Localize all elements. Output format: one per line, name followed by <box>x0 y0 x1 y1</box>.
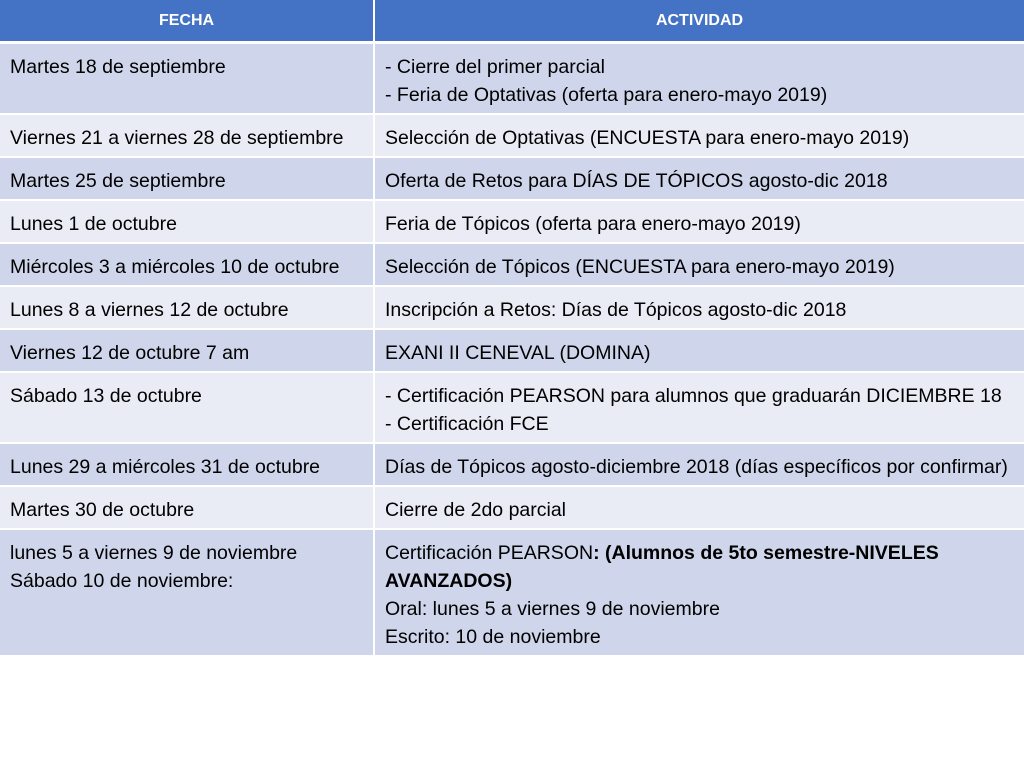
header-fecha: FECHA <box>0 0 374 43</box>
actividad-text: Selección de Optativas (ENCUESTA para enero-mayo 2019) <box>385 127 910 149</box>
actividad-cell <box>374 372 1024 443</box>
actividad-text: - Certificación PEARSON para alumnos que graduarán DICIEMBRE 18 <box>385 385 1002 407</box>
actividad-text: Escrito: 10 de noviembre <box>385 626 601 648</box>
fecha-text: Sábado 13 de octubre <box>10 385 202 407</box>
table-row <box>0 329 1024 372</box>
fecha-cell <box>0 486 374 529</box>
actividad-cell <box>374 243 1024 286</box>
actividad-text: Oferta de Retos para DÍAS DE TÓPICOS agosto-dic 2018 <box>385 170 888 192</box>
actividad-cell <box>374 200 1024 243</box>
fecha-cell <box>0 243 374 286</box>
fecha-cell <box>0 200 374 243</box>
actividad-text-normal: Certificación PEARSON <box>385 542 594 564</box>
fecha-cell <box>0 329 374 372</box>
actividad-cell <box>374 43 1024 115</box>
actividad-cell <box>374 329 1024 372</box>
fecha-text: Viernes 21 a viernes 28 de septiembre <box>10 127 344 149</box>
actividad-text: Cierre de 2do parcial <box>385 499 567 521</box>
table-row <box>0 529 1024 656</box>
fecha-text: Martes 18 de septiembre <box>10 56 226 78</box>
actividad-text-bold: : (Alumnos de 5to semestre-NIVELES AVANZADOS) <box>385 542 939 592</box>
fecha-cell <box>0 114 374 157</box>
fecha-cell <box>0 529 374 656</box>
fecha-text: Lunes 1 de octubre <box>10 213 177 235</box>
table-row <box>0 372 1024 443</box>
actividad-text: - Certificación FCE <box>385 413 549 435</box>
actividad-text <box>385 539 1016 595</box>
actividad-cell <box>374 486 1024 529</box>
actividad-cell <box>374 286 1024 329</box>
table-row <box>0 114 1024 157</box>
table-row <box>0 443 1024 486</box>
fecha-text: Miércoles 3 a miércoles 10 de octubre <box>10 256 340 278</box>
fecha-text: Martes 30 de octubre <box>10 499 195 521</box>
fecha-text: Lunes 29 a miércoles 31 de octubre <box>10 456 321 478</box>
fecha-cell <box>0 443 374 486</box>
fecha-text: Sábado 10 de noviembre: <box>10 570 234 592</box>
table-row <box>0 200 1024 243</box>
actividad-cell <box>374 114 1024 157</box>
table-row <box>0 486 1024 529</box>
actividad-text: EXANI II CENEVAL (DOMINA) <box>385 342 651 364</box>
fecha-cell <box>0 43 374 115</box>
actividad-text: Selección de Tópicos (ENCUESTA para enero-mayo 2019) <box>385 256 895 278</box>
actividad-text: Inscripción a Retos: Días de Tópicos agosto-dic 2018 <box>385 299 847 321</box>
table-row <box>0 157 1024 200</box>
fecha-cell <box>0 286 374 329</box>
table-row <box>0 286 1024 329</box>
header-row <box>0 0 1024 43</box>
actividad-cell <box>374 443 1024 486</box>
actividad-text: Días de Tópicos agosto-diciembre 2018 (días específicos por confirmar) <box>385 456 1008 478</box>
header-actividad: ACTIVIDAD <box>374 0 1024 43</box>
actividad-cell <box>374 529 1024 656</box>
actividad-text: Feria de Tópicos (oferta para enero-mayo 2019) <box>385 213 801 235</box>
fecha-cell <box>0 157 374 200</box>
actividad-text: - Cierre del primer parcial <box>385 56 605 78</box>
actividad-cell <box>374 157 1024 200</box>
fecha-text: Viernes 12 de octubre 7 am <box>10 342 250 364</box>
table-row <box>0 243 1024 286</box>
fecha-text: lunes 5 a viernes 9 de noviembre <box>10 542 298 564</box>
fecha-text: Martes 25 de septiembre <box>10 170 226 192</box>
actividad-text: Oral: lunes 5 a viernes 9 de noviembre <box>385 598 720 620</box>
table-row <box>0 43 1024 115</box>
actividad-text: - Feria de Optativas (oferta para enero-mayo 2019) <box>385 84 828 106</box>
fecha-cell <box>0 372 374 443</box>
fecha-text: Lunes 8 a viernes 12 de octubre <box>10 299 289 321</box>
